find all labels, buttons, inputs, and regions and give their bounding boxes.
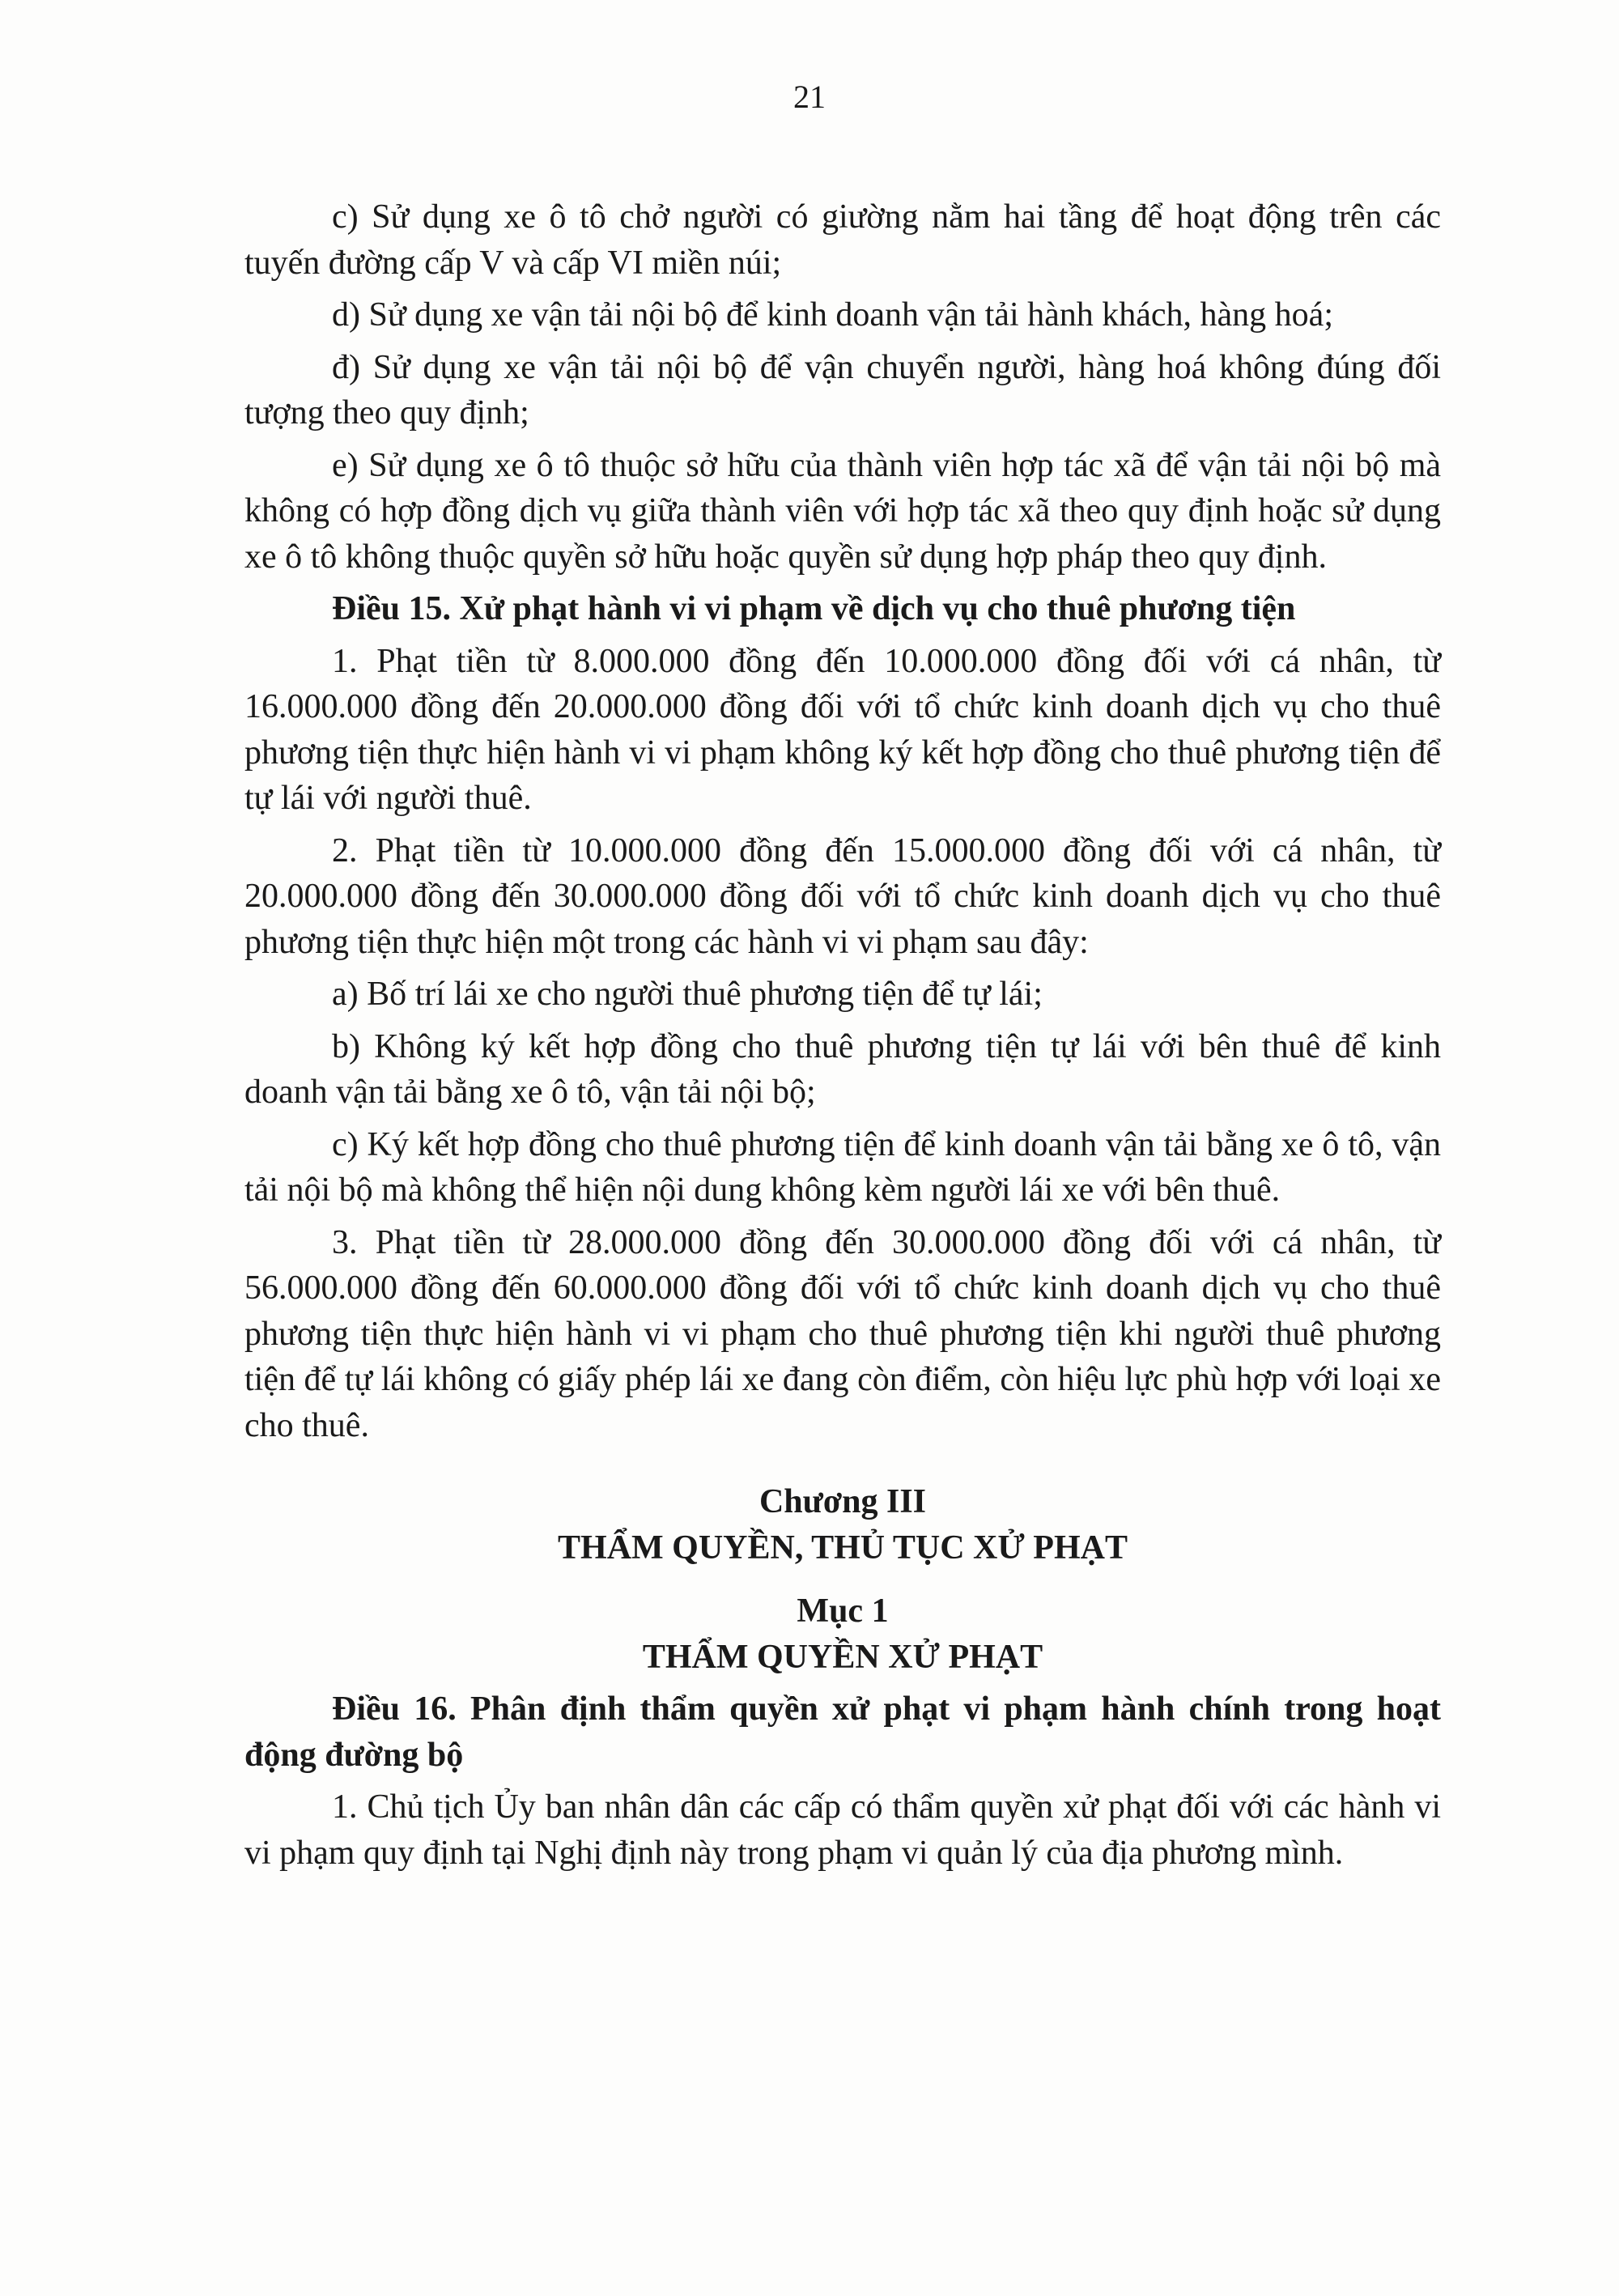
section-label: Mục 1 bbox=[797, 1592, 889, 1630]
paragraph-clause-dd: đ) Sử dụng xe vận tải nội bộ để vận chuyển người, hàng hoá không đúng đối tượng theo quy định; bbox=[244, 348, 1441, 432]
article-15-clause-c: c) Ký kết hợp đồng cho thuê phương tiện để kinh doanh vận tải bằng xe ô tô, vận tải nội bộ mà không thể hiện nội dung không kèm người lái xe với bên thuê. bbox=[244, 1125, 1441, 1209]
paragraph-clause-e: e) Sử dụng xe ô tô thuộc sở hữu của thành viên hợp tác xã để vận tải nội bộ mà không có hợp đồng dịch vụ giữa thành viên với hợp tác xã theo quy định hoặc sử dụng xe ô tô không thuộc quyền sở hữu hoặc quyền sử dụng hợp pháp theo quy định. bbox=[244, 446, 1441, 576]
article-16-paragraph-1: 1. Chủ tịch Ủy ban nhân dân các cấp có thẩm quyền xử phạt đối với các hành vi vi phạm quy định tại Nghị định này trong phạm vi quản lý của địa phương mình. bbox=[244, 1788, 1441, 1872]
paragraph-clause-c: c) Sử dụng xe ô tô chở người có giường nằm hai tầng để hoạt động trên các tuyến đường cấp V và cấp VI miền núi; bbox=[244, 198, 1441, 282]
article-15-paragraph-2: 2. Phạt tiền từ 10.000.000 đồng đến 15.000.000 đồng đối với cá nhân, từ 20.000.000 đồng đến 30.000.000 đồng đối với tổ chức kinh doanh dịch vụ cho thuê phương tiện thực hiện một trong các hành vi vi phạm sau đây: bbox=[244, 831, 1441, 961]
chapter-label: Chương III bbox=[759, 1483, 927, 1520]
article-15-paragraph-3: 3. Phạt tiền từ 28.000.000 đồng đến 30.000.000 đồng đối với cá nhân, từ 56.000.000 đồng đến 60.000.000 đồng đối với tổ chức kinh doanh dịch vụ cho thuê phương tiện thực hiện hành vi vi phạm cho thuê phương tiện khi người thuê phương tiện để tự lái không có giấy phép lái xe đang còn điểm, còn hiệu lực phù hợp với loại xe cho thuê. bbox=[244, 1223, 1441, 1444]
document-body bbox=[244, 194, 1441, 1882]
paragraph-clause-d: d) Sử dụng xe vận tải nội bộ để kinh doanh vận tải hành khách, hàng hoá; bbox=[332, 296, 1333, 334]
article-16-heading: Điều 16. Phân định thẩm quyền xử phạt vi phạm hành chính trong hoạt động đường bộ bbox=[244, 1690, 1441, 1774]
page-number: 21 bbox=[793, 79, 826, 115]
article-15-clause-b: b) Không ký kết hợp đồng cho thuê phương tiện tự lái với bên thuê để kinh doanh vận tải bằng xe ô tô, vận tải nội bộ; bbox=[244, 1027, 1441, 1111]
chapter-title: THẨM QUYỀN, THỦ TỤC XỬ PHẠT bbox=[558, 1529, 1128, 1567]
article-15-paragraph-1: 1. Phạt tiền từ 8.000.000 đồng đến 10.000.000 đồng đối với cá nhân, từ 16.000.000 đồng đến 20.000.000 đồng đối với tổ chức kinh doanh dịch vụ cho thuê phương tiện thực hiện hành vi vi phạm không ký kết hợp đồng cho thuê phương tiện để tự lái với người thuê. bbox=[244, 642, 1441, 817]
article-15-heading: Điều 15. Xử phạt hành vi vi phạm về dịch vụ cho thuê phương tiện bbox=[332, 590, 1296, 627]
section-title: THẨM QUYỀN XỬ PHẠT bbox=[642, 1638, 1043, 1676]
article-15-clause-a: a) Bố trí lái xe cho người thuê phương tiện để tự lái; bbox=[332, 976, 1043, 1013]
